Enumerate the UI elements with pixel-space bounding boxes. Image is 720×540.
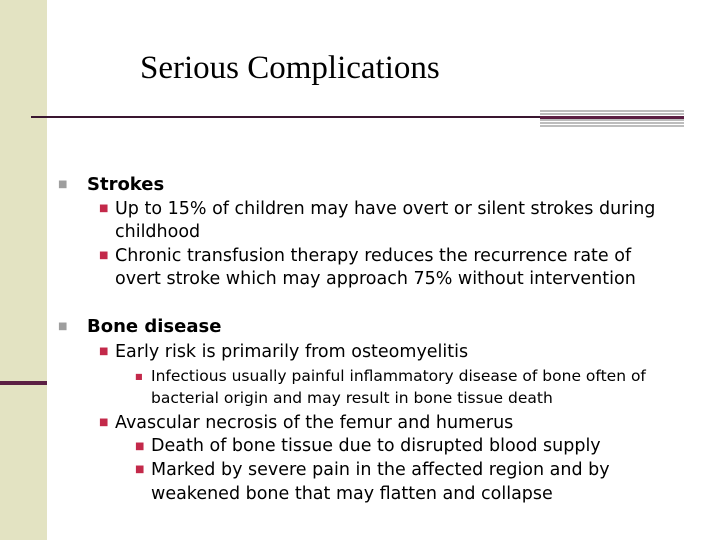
sub-bullet-line: Death of bone tissue due to disrupted blood supply: [151, 436, 601, 456]
section-heading-strokes: Strokes: [87, 174, 165, 195]
square-bullet-icon: ■: [58, 321, 68, 332]
section-heading-bone-disease: Bone disease: [87, 316, 222, 337]
square-bullet-icon: ■: [99, 250, 109, 261]
sub-bullet-line: weakened bone that may flatten and collapse: [151, 484, 553, 504]
left-band-accent-line: [0, 381, 47, 385]
sub-bullet-line: Marked by severe pain in the affected region and by: [151, 460, 610, 480]
left-decorative-band: [0, 0, 47, 540]
title-divider-accent: [540, 116, 684, 119]
square-bullet-icon: ■: [135, 372, 143, 381]
sub-bullet-line: Infectious usually painful inflammatory disease of bone often of: [151, 367, 646, 385]
bullet-line: Avascular necrosis of the femur and humerus: [115, 413, 514, 433]
square-bullet-icon: ■: [99, 203, 109, 214]
slide-title: Serious Complications: [140, 50, 440, 86]
sub-bullet-line: bacterial origin and may result in bone tissue death: [151, 389, 553, 407]
square-bullet-icon: ■: [135, 464, 145, 475]
square-bullet-icon: ■: [99, 346, 109, 357]
bullet-line: overt stroke which may approach 75% without intervention: [115, 269, 636, 289]
square-bullet-icon: ■: [99, 417, 109, 428]
title-divider-line: [31, 116, 540, 118]
square-bullet-icon: ■: [58, 179, 68, 190]
bullet-line: Chronic transfusion therapy reduces the recurrence rate of: [115, 246, 632, 266]
bullet-line: childhood: [115, 222, 201, 242]
square-bullet-icon: ■: [135, 441, 145, 452]
bullet-line: Early risk is primarily from osteomyelitis: [115, 342, 469, 362]
bullet-line: Up to 15% of children may have overt or silent strokes during: [115, 199, 656, 219]
